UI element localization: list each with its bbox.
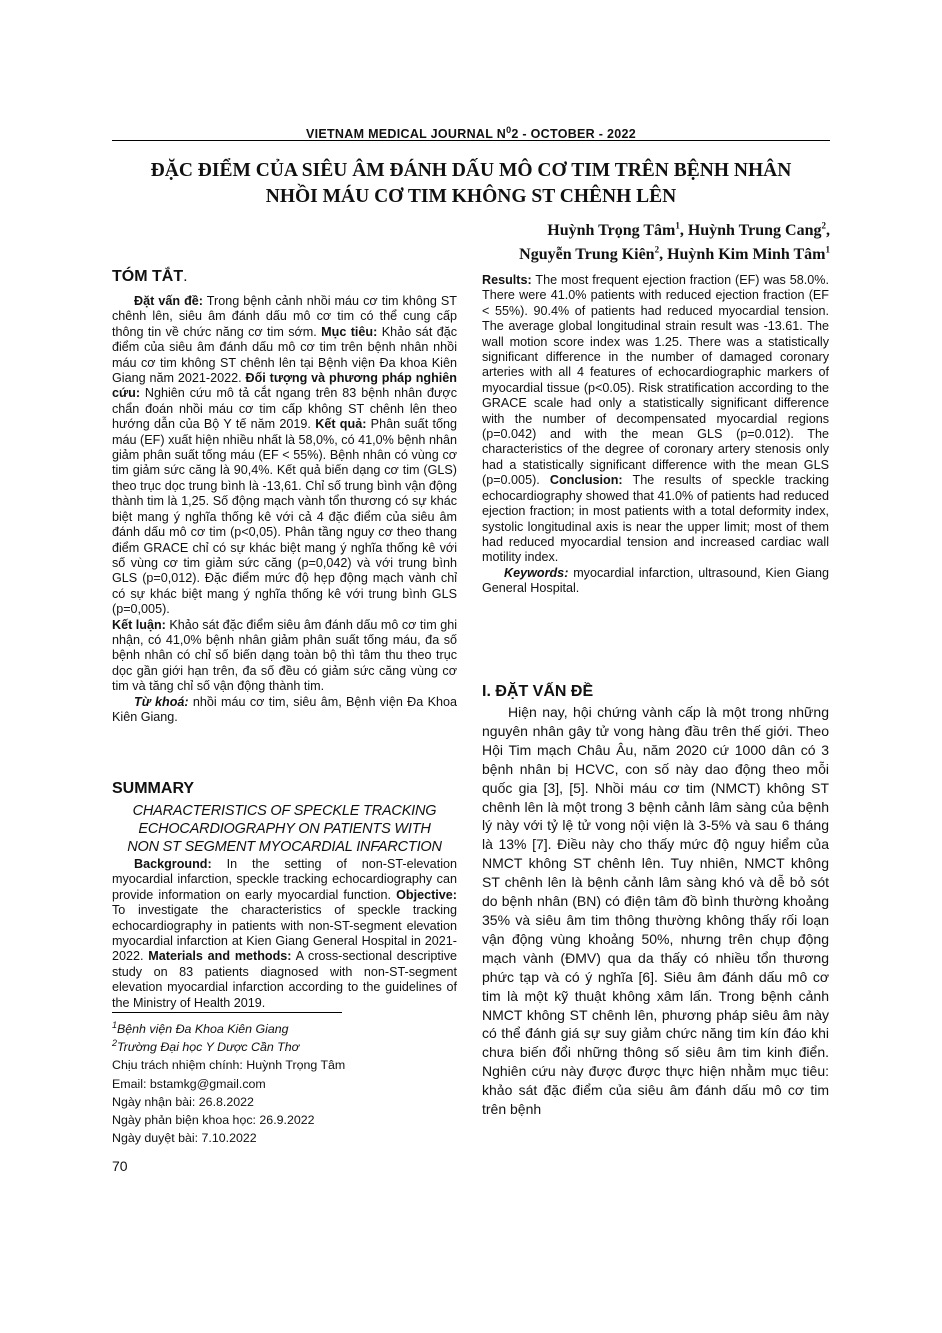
section-heading-intro: I. ĐẶT VẤN ĐỀ xyxy=(482,683,594,700)
footnote-rule xyxy=(112,1012,342,1013)
page-number: 70 xyxy=(112,1158,128,1174)
summary-part-2: Results: The most frequent ejection fraction (EF) was 58.0%. There were 41.0% patients with reduced ejection fraction (EF < 55%). 90.4% of patients had reduced myocardial tension. The average global longitudinal strain result was -13.61. The wall motion score index was 1.25. There was a statistically significant difference in the number of damaged coronary arteries with all 4 features of echocardiographic markers of myocardial tissue (p<0.05). Risk stratification according to the GRACE scale had only a statistically significant difference with the number of decompensated myocardial regions (p=0.042) and with the mean GLS (p=0.012). The characteristics of the degree of coronary artery stenosis only had a statistically significant difference with the mean GLS (p=0.005). Conclusion: The results of speckle tracking echocardiography showed that 41.0% of patients had reduced ejection fraction; in most patients with a total deformity index, systolic longitudinal axis is near the upper limit; most of them had reduced myocardial tension and increased cardiac wall motility index. Keywords: myocardial infarction, ultrasound, Kien Giang General Hospital. xyxy=(482,273,829,596)
abstract-heading: TÓM TẮT. xyxy=(112,268,188,285)
intro-text: Hiện nay, hội chứng vành cấp là một trong những nguyên nhân gây tử vong hàng đầu trên thế giới. Theo Hội Tim mạch Châu Âu, năm 2020 cứ 1000 dân có 3 bệnh nhân bị HCVC, con số này dao động theo mỗi quốc gia [3], [5]. Nhồi máu cơ tim (NMCT) không ST chênh lên là một trong 3 bệnh cảnh lâm sàng của bệnh lý này với tỷ lệ tử vong nội viện là 3-5% và sau 6 tháng là 13% [7]. Điều này cho thấy mức độ nguy hiểm của NMCT không ST chênh lên. Tuy nhiên, NMCT không ST chênh lên là bệnh cảnh lâm sàng khó và dễ bỏ sót do bệnh nhân (BN) có điện tâm đồ bình thường khoảng 35% và siêu âm tim thông thường không thấy rối loạn vận động vùng khoảng 50%, nhưng trên chụp động mạch vành (ĐMV) qua da thấy có nhiều tổn thương phức tạp và có ý nghĩa [6]. Siêu âm đánh dấu mô cơ tim là một kỹ thuật không xâm lấn. Trong bệnh cảnh NMCT không ST chênh lên, phương pháp siêu âm này có thể đánh giá sự suy giảm chức năng tim kín đáo khi chưa biến đổi những thông số siêu âm tim kinh điển. Nghiên cứu này được được thực hiện nhằm mục tiêu: khảo sát đặc điểm của siêu âm đánh dấu mô cơ tim trên bệnh xyxy=(482,704,829,1118)
footnotes xyxy=(112,1020,472,1147)
footnote-received: Ngày nhận bài: 26.8.2022 xyxy=(112,1094,254,1109)
header-rule xyxy=(112,140,830,141)
title-line-1: ĐẶC ĐIỂM CỦA SIÊU ÂM ĐÁNH DẤU MÔ CƠ TIM TRÊN BỆNH NHÂN xyxy=(150,160,792,181)
footnote-affil-1: $^1$Bệnh viện Đa Khoa Kiên Giang xyxy=(112,1019,289,1036)
abstract-vi-keywords: Từ khoá: nhồi máu cơ tim, siêu âm, Bệnh viện Đa Khoa Kiên Giang. xyxy=(112,694,457,724)
journal-header: VIETNAM MEDICAL JOURNAL $N^02$ - OCTOBER - 2022 xyxy=(305,124,637,141)
footnote-email: Email: bstamkg@gmail.com xyxy=(112,1076,266,1091)
footnote-reviewed: Ngày phản biện khoa học: 26.9.2022 xyxy=(112,1113,315,1128)
abstract-vi xyxy=(112,294,457,725)
summary-part-1: Background: In the setting of non-ST-elevation myocardial infarction, speckle tracking echocardiography can provide information on early myocardial function. Objective: To investigate the characteristics of speckle tracking echocardiography in patients with non-ST-segment elevation myocardial infarction at Kien Giang General Hospital in 2021-2022. Materials and methods: A cross-sectional descriptive study on 83 patients diagnosed with non-ST-segment elevation myocardial infarction according to the guidelines of the Ministry of Health 2019. xyxy=(112,857,457,1010)
summary-title: CHARACTERISTICS OF SPECKLE TRACKING ECHOCARDIOGRAPHY ON PATIENTS WITH NON ST SEGMENT MYOCARDIAL INFARCTION xyxy=(127,803,442,855)
footnote-affil-2: $^2$Trường Đại học Y Dược Cần Thơ xyxy=(112,1038,300,1055)
summary-heading: SUMMARY xyxy=(112,780,195,797)
article-title xyxy=(112,158,830,210)
title-line-2: NHỒI MÁU CƠ TIM KHÔNG ST CHÊNH LÊN xyxy=(265,186,677,207)
summary-keywords: Keywords: myocardial infarction, ultrasound, Kien Giang General Hospital. xyxy=(482,565,829,596)
footnote-corresponding: Chịu trách nhiệm chính: Huỳnh Trọng Tâm xyxy=(112,1058,346,1073)
footnote-accepted: Ngày duyệt bài: 7.10.2022 xyxy=(112,1131,257,1146)
abstract-vi-main: Đặt vấn đề: Trong bệnh cảnh nhồi máu cơ tim không ST chênh lên, siêu âm đánh dấu mô cơ tim có thể cung cấp thông tin về chức năng cơ tim sớm. Mục tiêu: Khảo sát đặc điểm của siêu âm đánh dấu mô cơ tim trên bệnh nhân nhồi máu cơ tim không ST chênh lên tại Bệnh viện Đa khoa Kiên Giang năm 2021-2022. Đối tượng và phương pháp nghiên cứu: Nghiên cứu mô tả cắt ngang trên 83 bệnh nhân được chẩn đoán nhồi máu cơ tim cấp không ST chênh lên theo hướng dẫn của Bộ Y tế năm 2019. Kết quả: Phân suất tống máu (EF) xuất hiện nhiều nhất là 58,0%, có 41,0% bệnh nhân giảm phân suất tống máu (EF < 55%). Bệnh nhân có vùng cơ tim giảm sức căng là 90,4%. Kết quả biến dạng cơ tim (GLS) theo trục dọc trung bình là -13,61. Chỉ số trung bình vận động thành tim là 1,25. Số động mạch vành tổn thương có sự khác biệt mang ý nghĩa thống kê với cả 4 đặc điểm của siêu âm đánh dấu mô cơ tim (p<0,05). Phân tầng nguy cơ theo thang điểm GRACE chỉ có sự khác biệt mang ý nghĩa thống kê với số vùng cơ tim giảm sức căng (p=0,042) và với trung bình GLS (p=0,012). Đặc điểm mức độ hẹp động mạch vành chỉ có sự khác biệt mang ý nghĩa thống kê với trung bình GLS (p=0,005). xyxy=(112,294,458,617)
author-list: Huỳnh Trọng Tâm$^1$, Huỳnh Trung Cang$^2$, Nguyễn Trung Kiên$^2$, Huỳnh Kim Minh Tâm$^1$ xyxy=(519,220,830,263)
abstract-vi-conclusion: Kết luận: Khảo sát đặc điểm siêu âm đánh dấu mô cơ tim ghi nhận, có 41,0% bệnh nhân giảm phân suất tống máu, đa số bệnh nhân có chỉ số biến dạng toàn bộ thì tâm thu theo trục dọc gần giới hạn trên, đa số đều có giảm sức căng vùng cơ tim và tăng chỉ số vận động thành tim. xyxy=(112,617,458,694)
